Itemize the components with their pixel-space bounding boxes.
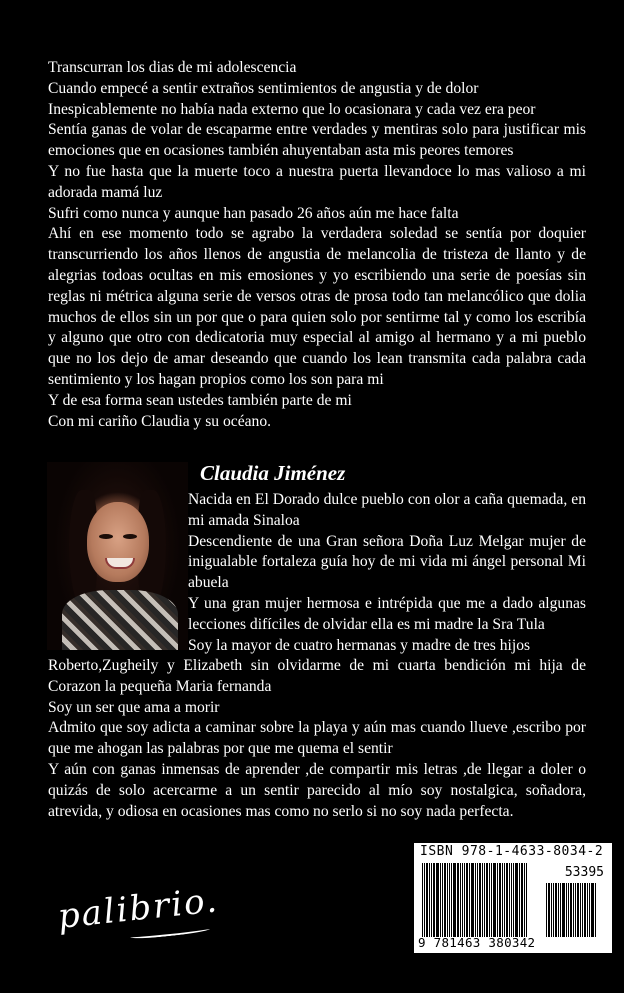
- bio-paragraph: Y aún con ganas inmensas de aprender ,de compartir mis letras ,de llegar a doler o quizás de solo acercarme a un sentir parecido al mío soy nostalgica, soñadora, atrevida, y odiosa en ocasiones mas como no serlo si no soy nada perfecta.: [48, 760, 586, 820]
- bio-paragraph: Nacida en El Dorado dulce pueblo con olor a caña quemada, en mi amada Sinaloa: [188, 491, 586, 529]
- intro-paragraph: Cuando empecé a sentir extraños sentimientos de angustia y de dolor: [48, 79, 479, 97]
- barcode-bars-main: [422, 863, 528, 937]
- barcode-bar: [442, 863, 443, 937]
- author-name: Claudia Jiménez: [200, 461, 346, 485]
- barcode-bar: [457, 863, 459, 937]
- bio-paragraph: Roberto,Zugheily y Elizabeth sin olvidarme de mi cuarta bendición mi hija de Corazon la pequeña Maria fernanda: [48, 657, 586, 695]
- intro-paragraph: Y de esa forma sean ustedes también parte de mi: [48, 391, 352, 409]
- barcode-price-code: 53395: [564, 865, 604, 880]
- bio-paragraph: Y una gran mujer hermosa e intrépida que me a dado algunas lecciones difíciles de olvidar ella es mi madre la Sra Tula: [188, 594, 586, 633]
- barcode-bar: [422, 863, 423, 937]
- barcode-bar: [546, 883, 547, 937]
- barcode-bar: [477, 863, 478, 937]
- author-bio-full: [48, 656, 586, 822]
- barcode-bar: [440, 863, 441, 937]
- barcode-bar: [449, 863, 450, 937]
- barcode-bar: [548, 883, 550, 937]
- barcode-bar: [499, 863, 501, 937]
- barcode-bar: [466, 863, 468, 937]
- author-smile: [105, 558, 135, 569]
- barcode-bar: [573, 883, 574, 937]
- barcode-bar: [558, 883, 559, 937]
- isbn-label: ISBN 978-1-4633-8034-2: [420, 844, 604, 859]
- barcode-bar: [562, 883, 565, 937]
- barcode-bar: [489, 863, 490, 937]
- bio-paragraph: Soy la mayor de cuatro hermanas y madre de tres hijos: [188, 636, 531, 654]
- barcode-bar: [553, 883, 554, 937]
- intro-paragraph: Y no fue hasta que la muerte toco a nuestra puerta llevandoce lo mas valioso a mi adorada mamá luz: [48, 162, 586, 201]
- barcode-bar: [444, 863, 446, 937]
- barcode-bar: [521, 863, 523, 937]
- barcode-bar: [580, 883, 581, 937]
- intro-paragraph: Transcurran los dias de mi adolescencia: [48, 59, 297, 76]
- barcode-bar: [577, 883, 579, 937]
- barcode-bar: [524, 863, 525, 937]
- author-eye-left: [99, 534, 113, 539]
- barcode-bar: [509, 863, 510, 937]
- author-photo: [47, 462, 188, 650]
- intro-text: [48, 58, 586, 432]
- barcode-bar: [436, 863, 439, 937]
- barcode-bar: [426, 863, 428, 937]
- barcode-bar: [491, 863, 492, 937]
- barcode-bar: [566, 883, 567, 937]
- barcode-bar: [433, 863, 435, 937]
- intro-paragraph: Ahí en ese momento todo se agrabo la verdadera soledad se sentía por doquier transcurriendo los años llenos de angustia de melancolia de tristeza de llanto y de alegrias todoas ocultas en mis emosiones y yo escribiendo una serie de poesías sin reglas ni métrica alguna serie de versos otras de prosa todo tan melancólico que dolia muchos de ellos sin un por que o para quien solo por sentirme tal y como los escribía y alguno que otro con dedicatoria muy especial al amigo al hermano y a mi pueblo que no los dejo de amar deseando que cuando los lean transmita cada palabra cada sentimiento y los hagan propios como los son para mi: [48, 225, 586, 388]
- barcode-bar: [471, 863, 474, 937]
- author-eye-right: [123, 534, 137, 539]
- barcode-bar: [479, 863, 481, 937]
- author-scarf: [62, 590, 178, 650]
- bio-paragraph: Descendiente de una Gran señora Doña Luz Melgar mujer de inigualable fortaleza guía hoy de mi vida mi ángel personal Mi abuela: [188, 532, 586, 592]
- barcode-bars-addon: [546, 883, 597, 937]
- barcode-bar: [431, 863, 432, 937]
- publisher-logo: palibrio.: [55, 880, 221, 937]
- barcode-bar: [511, 863, 512, 937]
- barcode-bar: [451, 863, 452, 937]
- barcode-bar: [453, 863, 456, 937]
- barcode-bar: [570, 883, 572, 937]
- intro-paragraph: Con mi cariño Claudia y su océano.: [48, 412, 272, 430]
- barcode-bar: [462, 863, 463, 937]
- barcode-bar: [424, 863, 425, 937]
- barcode-bar: [555, 883, 557, 937]
- barcode-bar: [582, 883, 583, 937]
- barcode-bar: [504, 863, 505, 937]
- isbn-barcode: [414, 843, 612, 953]
- barcode-bar: [591, 883, 594, 937]
- barcode-bar: [575, 883, 576, 937]
- barcode-bar: [486, 863, 488, 937]
- bio-paragraph: Soy un ser que ama a morir: [48, 698, 220, 716]
- barcode-bar: [589, 883, 590, 937]
- barcode-bar: [506, 863, 508, 937]
- barcode-bar: [469, 863, 470, 937]
- barcode-bar: [482, 863, 483, 937]
- barcode-bar: [560, 883, 561, 937]
- barcode-bar: [515, 863, 518, 937]
- barcode-bar: [497, 863, 498, 937]
- barcode-bar: [595, 883, 596, 937]
- barcode-bar: [502, 863, 503, 937]
- intro-paragraph: Inespicablemente no había nada externo que lo ocasionara y cada vez era peor: [48, 100, 536, 118]
- barcode-bar: [526, 863, 527, 937]
- intro-paragraph: Sentía ganas de volar de escaparme entre verdades y mentiras solo para justificar mis emociones que en ocasiones también ahuyentaban asta mis peores temores: [48, 121, 586, 160]
- barcode-bar: [447, 863, 448, 937]
- barcode-bar: [568, 883, 569, 937]
- barcode-bar: [584, 883, 586, 937]
- author-face: [87, 502, 149, 582]
- author-bio-side: [188, 490, 586, 656]
- barcode-bar: [484, 863, 485, 937]
- barcode-digits: 9 781463 380342: [418, 935, 536, 950]
- barcode-bar: [475, 863, 476, 937]
- barcode-bar: [429, 863, 430, 937]
- barcode-bar: [493, 863, 496, 937]
- barcode-bar: [519, 863, 520, 937]
- barcode-bar: [464, 863, 465, 937]
- barcode-bar: [587, 883, 588, 937]
- intro-paragraph: Sufri como nunca y aunque han pasado 26 años aún me hace falta: [48, 204, 459, 222]
- barcode-bar: [460, 863, 461, 937]
- barcode-bar: [551, 883, 552, 937]
- barcode-bar: [513, 863, 514, 937]
- bio-paragraph: Admito que soy adicta a caminar sobre la playa y aún mas cuando llueve ,escribo por que me ahogan las palabras por que me quema el sentir: [48, 719, 586, 758]
